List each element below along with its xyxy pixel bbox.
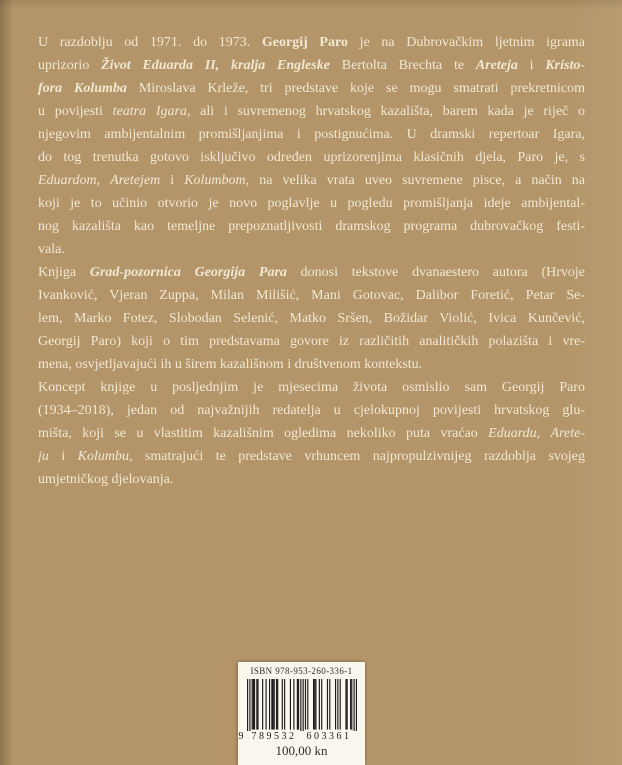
text-line xyxy=(38,307,585,330)
text-segment: Miroslava Krleže, tri predstave koje se mogu smatrati prekretnicom xyxy=(126,81,585,96)
barcode-bar xyxy=(293,679,294,730)
barcode-label xyxy=(238,662,365,765)
text-segment: ju xyxy=(38,449,49,464)
price-text: 100,00 kn xyxy=(275,743,328,758)
barcode-bar xyxy=(284,679,285,730)
text-segment: Ivanković, Vjeran Zuppa, Milan Milišić, Mani Gotovac, Dalibor Foretić, Petar Se- xyxy=(38,288,585,303)
text-line xyxy=(38,238,585,261)
text-segment: Život Eduarda II, kralja Engleske xyxy=(101,58,330,73)
text-segment: i xyxy=(160,173,185,188)
text-segment: u povijesti xyxy=(38,104,113,119)
text-segment: mena, osvjetljavajući ih u širem kazališnom i društvenom kontekstu. xyxy=(38,357,423,372)
text-segment: uprizorio xyxy=(38,58,102,73)
text-segment: nog kazališta kao temeljne prepoznatljivosti dramskog programa dubrovačkog festi- xyxy=(38,219,585,234)
barcode-bar xyxy=(315,679,316,730)
text-line xyxy=(38,353,585,376)
text-line xyxy=(38,169,585,192)
ean-digit-group2: 603361 xyxy=(302,731,357,742)
text-segment: Eduardom xyxy=(38,173,97,188)
barcode-bar xyxy=(256,679,257,730)
paragraph xyxy=(38,261,585,376)
text-line xyxy=(38,330,585,353)
text-segment: , xyxy=(96,173,111,188)
text-segment: Kolumbu xyxy=(77,449,130,464)
text-line xyxy=(38,192,585,215)
barcode-bar xyxy=(269,679,270,730)
barcode-bar xyxy=(337,679,338,730)
text-segment: Kristo- xyxy=(545,58,585,73)
barcode-bar xyxy=(265,679,266,730)
barcode-bar xyxy=(326,679,327,730)
barcode-bar xyxy=(257,679,258,730)
blurb-text-block xyxy=(38,31,585,491)
barcode-bar xyxy=(335,679,336,730)
text-line xyxy=(38,422,585,445)
text-segment: , ali i suvremenog hrvatskog kazališta, barem kada je riječ o xyxy=(186,104,585,119)
text-segment: koji je to učinio otvorio je novo poglavlje u pogledu promišljanja ideje ambijental- xyxy=(38,196,585,211)
text-line xyxy=(38,54,585,77)
paragraph xyxy=(38,376,585,491)
text-segment: i xyxy=(48,449,78,464)
text-segment: mišta, koji se u vlastitim kazališnim ogledima nekoliko puta vraćao xyxy=(38,426,489,441)
barcode-bar xyxy=(307,679,308,730)
barcode-bar xyxy=(351,679,352,730)
barcode-bar xyxy=(304,679,305,730)
text-segment: Aretejem xyxy=(110,173,161,188)
ean-digits xyxy=(238,731,357,742)
barcode-bar xyxy=(321,679,322,730)
barcode-bar xyxy=(346,679,347,730)
text-line xyxy=(38,399,585,422)
barcode-bar xyxy=(272,679,273,730)
barcode-bar xyxy=(314,679,315,730)
barcode-bar xyxy=(252,679,253,730)
ean-barcode-wrap xyxy=(238,679,357,742)
text-segment: vala. xyxy=(38,242,65,257)
barcode-bar xyxy=(339,679,340,730)
text-line xyxy=(38,284,585,307)
text-segment: Georgij Paro) koji o tim predstavama govore iz različitih analitičkih polazišta i vre- xyxy=(38,334,585,349)
barcode-bar xyxy=(345,679,346,730)
text-line xyxy=(38,468,585,491)
text-segment: donosi tekstove dvanaestero autora (Hrvoje xyxy=(286,265,585,280)
text-segment: Bertolta Brechta te xyxy=(329,58,476,73)
text-segment: Kolumbom xyxy=(184,173,246,188)
text-segment: lem, Marko Fotez, Slobodan Selenić, Matko Sršen, Božidar Violić, Ivica Kunčević, xyxy=(38,311,585,326)
barcode-bar xyxy=(313,679,314,730)
text-segment: U razdoblju od 1971. do 1973. xyxy=(38,35,262,50)
text-segment: Arete- xyxy=(550,426,585,441)
barcode-bar xyxy=(275,679,276,730)
text-segment: Koncept knjige u posljednjim je mjesecima života osmislio sam Georgij Paro xyxy=(38,380,585,395)
text-segment: fora Kolumba xyxy=(38,81,127,96)
barcode-bar xyxy=(289,679,290,730)
barcode-bar xyxy=(329,679,330,730)
ean-digit-group1: 789532 xyxy=(247,731,302,742)
text-segment: Knjiga xyxy=(38,265,90,280)
text-line xyxy=(38,261,585,284)
text-segment: teatra Igara xyxy=(112,104,187,119)
text-segment: , na velika vrata uveo suvremene pisce, a način na xyxy=(245,173,585,188)
text-segment: Areteja xyxy=(475,58,518,73)
barcode-bar xyxy=(271,679,272,730)
text-segment: umjetničkog djelovanja. xyxy=(38,472,174,487)
barcode-bar xyxy=(296,679,297,730)
text-line xyxy=(38,100,585,123)
barcode-bar xyxy=(297,679,298,730)
barcode-bar xyxy=(251,679,252,730)
text-segment: Georgij Paro xyxy=(261,35,348,50)
text-segment: (1934–2018), jedan od najvažnijih redatelja u cjelokupnoj povijesti hrvatskog glu- xyxy=(38,403,585,418)
barcode-bar xyxy=(277,679,278,730)
text-line xyxy=(38,445,585,468)
text-segment: njegovim ambijentalnim promišljanjima i postignućima. U dramski repertoar Igara, xyxy=(38,127,585,142)
text-segment: Eduardu xyxy=(488,426,537,441)
paragraph xyxy=(38,31,585,261)
barcode-bar xyxy=(262,679,263,730)
text-segment: je na Dubrovačkim ljetnim igrama xyxy=(347,35,585,50)
ean-digit-lead: 9 xyxy=(238,731,244,742)
text-segment: Grad-pozornica Georgija Para xyxy=(89,265,287,280)
text-segment: do tog trenutka gotovo isključivo određen uprizorenjima klasičnih djela, Paro je, s xyxy=(38,150,585,165)
text-line xyxy=(38,31,585,54)
text-segment: i xyxy=(517,58,546,73)
barcode-bar xyxy=(350,679,351,730)
barcode-bar xyxy=(253,679,254,730)
barcode-bar xyxy=(281,679,282,730)
text-segment: , xyxy=(536,426,551,441)
text-line xyxy=(38,376,585,399)
text-line xyxy=(38,123,585,146)
text-line xyxy=(38,215,585,238)
text-segment: , smatrajući te predstave vrhuncem najpropulzivnijeg razdoblja svojeg xyxy=(129,449,585,464)
barcode-bar xyxy=(273,679,274,730)
barcode-bar xyxy=(318,679,319,730)
text-line xyxy=(38,77,585,100)
text-line xyxy=(38,146,585,169)
isbn-text: ISBN 978-953-260-336-1 xyxy=(250,666,353,676)
